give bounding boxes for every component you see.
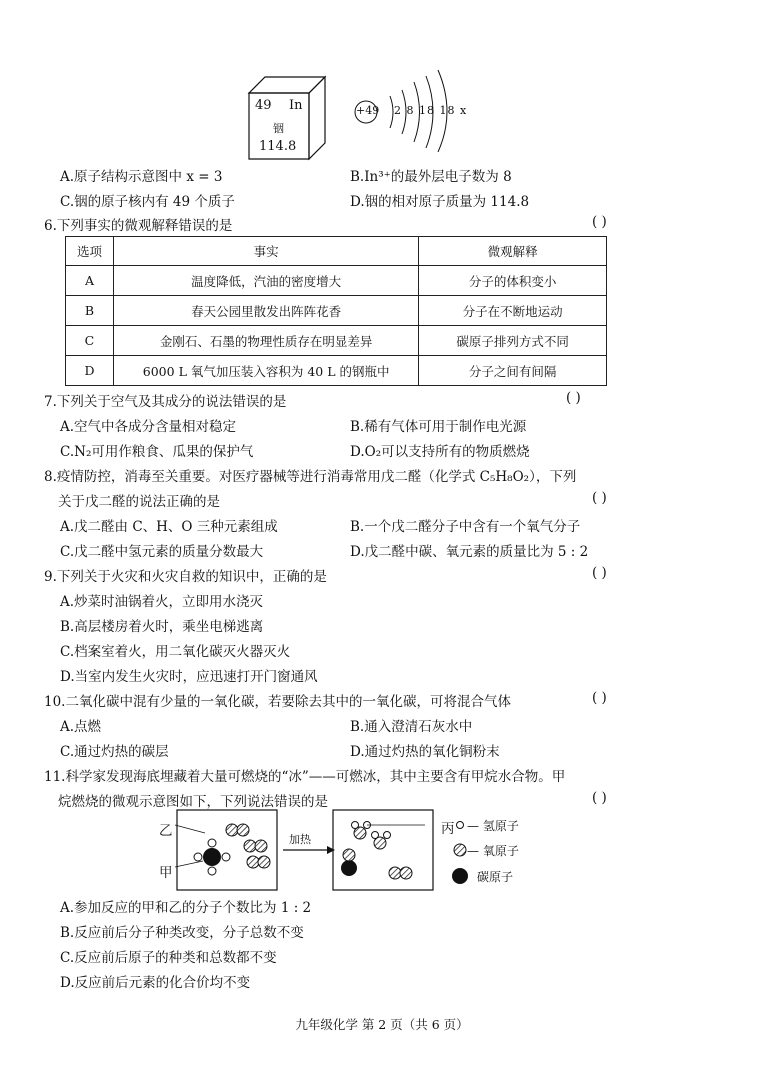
q6-answer-paren: ( ) <box>592 214 607 230</box>
q5-option-d: D.铟的相对原子质量为 114.8 <box>350 194 530 210</box>
q7-option-a: A.空气中各成分含量相对稳定 <box>60 419 237 435</box>
table-header: 选项 <box>66 237 114 266</box>
q7-option-d: D.O₂可以支持所有的物质燃烧 <box>350 444 530 460</box>
q10-option-a: A.点燃 <box>60 719 102 735</box>
q9-option-a: A.炒菜时油锅着火，立即用水浇灭 <box>60 594 264 610</box>
label-jia: 甲 <box>159 865 173 881</box>
q11-option-a: A.参加反应的甲和乙的分子个数比为 1 : 2 <box>60 900 312 916</box>
q8-stem-line2: 关于戊二醛的说法正确的是 <box>58 494 220 510</box>
q8-stem-line1: 8.疫情防控，消毒至关重要。对医疗器械等进行消毒常用戊二醛（化学式 C₅H₈O₂），下列 <box>44 469 577 485</box>
table-cell: 分子在不断地运动 <box>419 296 607 326</box>
q11-option-c: C.反应前后原子的种类和总数都不变 <box>60 950 277 966</box>
q7-answer-paren: ( ) <box>566 390 581 406</box>
q8-option-d: D.戊二醛中碳、氧元素的质量比为 5 : 2 <box>350 544 589 560</box>
q9-option-b: B.高层楼房着火时，乘坐电梯逃离 <box>60 619 264 635</box>
page-footer: 九年级化学 第 2 页（共 6 页） <box>295 1017 469 1032</box>
table-cell: A <box>66 266 114 296</box>
q8-option-b: B.一个戊二醛分子中含有一个氧气分子 <box>350 519 581 535</box>
table-cell: 分子之间有间隔 <box>419 356 607 386</box>
q11-answer-paren: ( ) <box>592 790 607 806</box>
table-cell: 金刚石、石墨的物理性质存在明显差异 <box>113 326 418 356</box>
reaction-figure-svg <box>155 805 585 900</box>
table-row <box>66 266 607 296</box>
label-bing: 丙 <box>441 821 455 837</box>
table-row <box>66 296 607 326</box>
table-header-row <box>66 237 607 266</box>
q11-stem-line1: 11.科学家发现海底埋藏着大量可燃烧的“冰”——可燃冰，其中主要含有甲烷水合物。甲 <box>44 769 566 785</box>
q5-option-c: C.铟的原子核内有 49 个质子 <box>60 194 235 210</box>
table-cell: 春天公园里散发出阵阵花香 <box>113 296 418 326</box>
electron-shells: 2 8 18 18 x <box>394 104 468 117</box>
q10-option-c: C.通过灼热的碳层 <box>60 744 169 760</box>
arrow-label-heat: 加热 <box>289 833 311 846</box>
table-row <box>66 326 607 356</box>
table-header: 事实 <box>113 237 418 266</box>
q10-answer-paren: ( ) <box>592 690 607 706</box>
q9-stem: 9.下列关于火灾和火灾自救的知识中，正确的是 <box>44 569 327 585</box>
table-cell: 6000 L 氧气加压装入容积为 40 L 的钢瓶中 <box>113 356 418 386</box>
q7-stem: 7.下列关于空气及其成分的说法错误的是 <box>44 394 287 410</box>
element-name: 铟 <box>273 122 284 135</box>
table-cell: C <box>66 326 114 356</box>
table-header: 微观解释 <box>419 237 607 266</box>
q8-answer-paren: ( ) <box>592 490 607 506</box>
legend-carbon: 碳原子 <box>477 870 514 884</box>
element-symbol: In <box>289 98 303 113</box>
indium-element-card <box>247 75 327 161</box>
q8-option-a: A.戊二醛由 C、H、O 三种元素组成 <box>60 519 278 535</box>
q8-option-c: C.戊二醛中氢元素的质量分数最大 <box>60 544 264 560</box>
atom-structure-diagram <box>352 62 468 152</box>
nucleus-charge: +49 <box>356 104 380 117</box>
table-cell: B <box>66 296 114 326</box>
q7-option-c: C.N₂可用作粮食、瓜果的保护气 <box>60 444 254 460</box>
q11-option-d: D.反应前后元素的化合价均不变 <box>60 975 251 991</box>
label-yi: 乙 <box>159 823 173 839</box>
q10-option-b: B.通入澄清石灰水中 <box>350 719 473 735</box>
q10-option-d: D.通过灼热的氧化铜粉末 <box>350 744 500 760</box>
atomic-number: 49 <box>255 98 272 113</box>
table-cell: 碳原子排列方式不同 <box>419 326 607 356</box>
q11-option-b: B.反应前后分子种类改变，分子总数不变 <box>60 925 304 941</box>
q5-option-b: B.In³⁺的最外层电子数为 8 <box>350 169 512 185</box>
q9-option-c: C.档案室着火，用二氧化碳灭火器灭火 <box>60 644 291 660</box>
q6-stem: 6.下列事实的微观解释错误的是 <box>44 218 233 234</box>
legend-oxygen: — 氧原子 <box>467 844 519 858</box>
q10-stem: 10.二氧化碳中混有少量的一氧化碳，若要除去其中的一氧化碳，可将混合气体 <box>44 694 511 710</box>
q9-answer-paren: ( ) <box>592 565 607 581</box>
table-cell: 温度降低，汽油的密度增大 <box>113 266 418 296</box>
legend-hydrogen: — 氢原子 <box>467 819 519 833</box>
methane-combustion-diagram <box>155 805 585 900</box>
q9-option-d: D.当室内发生火灾时，应迅速打开门窗通风 <box>60 669 318 685</box>
q7-option-b: B.稀有气体可用于制作电光源 <box>350 419 527 435</box>
table-cell: 分子的体积变小 <box>419 266 607 296</box>
q6-table <box>65 236 607 386</box>
q11-stem-line2: 烷燃烧的微观示意图如下，下列说法错误的是 <box>58 794 328 810</box>
table-row <box>66 356 607 386</box>
q5-option-a: A.原子结构示意图中 x = 3 <box>60 169 223 185</box>
atomic-mass: 114.8 <box>259 139 297 154</box>
table-cell: D <box>66 356 114 386</box>
